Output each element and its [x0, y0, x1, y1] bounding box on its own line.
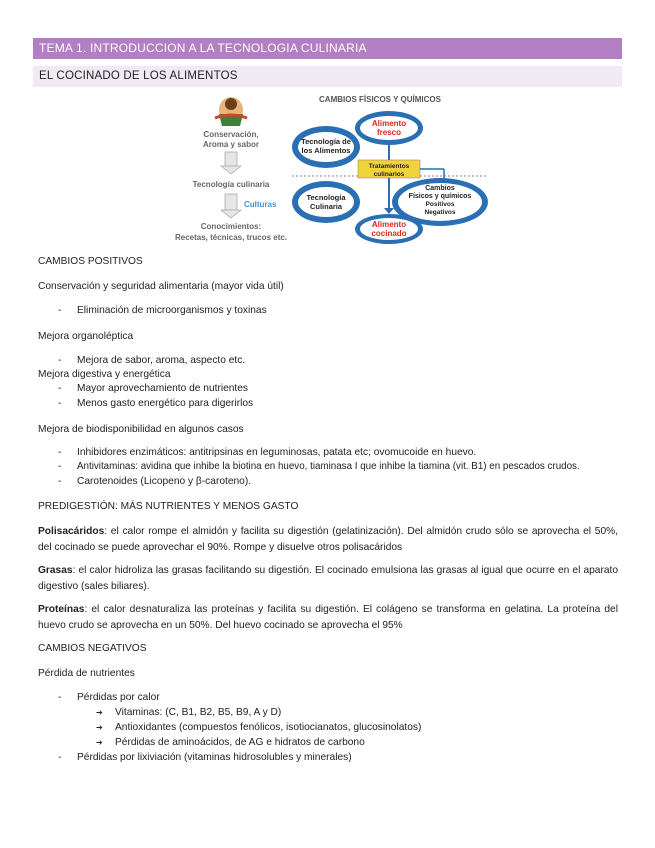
bullet-dash: -	[58, 476, 62, 487]
cooking-pot-illustration	[215, 97, 247, 126]
right-figure	[292, 90, 492, 245]
term-proteins: Proteínas	[38, 604, 85, 615]
list-item: Pérdidas por calor	[77, 692, 160, 703]
node-tech-food-line1: Tecnología de	[301, 137, 351, 146]
left-label-recipes: Recetas, técnicas, trucos etc.	[174, 233, 288, 242]
sub-list-item: Vitaminas: (C, B1, B2, B5, B9, A y D)	[115, 707, 282, 718]
section-title: EL COCINADO DE LOS ALIMENTOS	[33, 66, 622, 87]
left-label-cultures: Culturas	[244, 200, 277, 209]
node-treatment-line1: Tratamientos	[368, 163, 410, 170]
paragraph-fats	[38, 563, 618, 595]
arrow-bullet-icon: ➔	[96, 723, 103, 732]
node-fresh-line2: fresco	[376, 128, 402, 137]
bullet-dash: -	[58, 447, 62, 458]
predigestion-heading: PREDIGESTIÓN: MÁS NUTRIENTES Y MENOS GASTO	[38, 501, 299, 512]
arrow-bullet-icon: ➔	[96, 738, 103, 747]
left-figure	[168, 92, 306, 244]
down-arrow-icon	[221, 152, 241, 174]
list-item: Antivitaminas: avidina que inhibe la biotina en huevo, tiaminasa I que inhibe la tiamina (vit. B1) en pescados crudos.	[77, 461, 580, 472]
bullet-dash: -	[58, 383, 62, 394]
right-figure-title: CAMBIOS FÍSICOS Y QUÍMICOS	[319, 95, 441, 104]
text-proteins: : el calor desnaturaliza las proteínas y facilita su digestión. El colágeno se transforma en gelatina. La proteína del huevo crudo se aprovecha en un 50%. Del huevo cocinado se aprovecha el 95%	[38, 604, 618, 631]
negative-heading: CAMBIOS NEGATIVOS	[38, 643, 147, 654]
digestive-line: Mejora digestiva y energética	[38, 369, 171, 380]
node-tech-culinary-line1: Tecnología	[306, 193, 346, 202]
node-cooked-line1: Alimento	[371, 220, 407, 229]
node-treatment-line2: culinarios	[373, 171, 405, 178]
paragraph-polysaccharides	[38, 524, 618, 556]
chapter-title: TEMA 1. INTRODUCCION A LA TECNOLOGIA CULINARIA	[33, 38, 622, 59]
list-item: Inhibidores enzimáticos: antitripsinas en leguminosas, patata etc; ovomucoide en huevo.	[77, 447, 477, 458]
node-cooked-line2: cocinado	[371, 229, 407, 238]
text-polysaccharides: : el calor rompe el almidón y facilita su digestión (gelatinización). Del almidón crudo sólo se aprovecha el 50%, del cocinado se puede aprovechar el 90%. Rompe y disuelve otros polisacáridos	[38, 526, 618, 553]
left-label-aroma: Aroma y sabor	[202, 140, 260, 149]
node-fresh-line1: Alimento	[371, 119, 407, 128]
list-item: Mejora de sabor, aroma, aspecto etc.	[77, 355, 246, 366]
left-label-tech: Tecnología culinaria	[192, 180, 270, 189]
arrow-down-icon	[384, 208, 394, 214]
text-fats: : el calor hidroliza las grasas facilitando su digestión. El cocinado emulsiona las grasas al igual que ocurre en el aparato digestivo (sales biliares).	[38, 565, 618, 592]
bullet-dash: -	[58, 692, 62, 703]
term-fats: Grasas	[38, 565, 73, 576]
bullet-dash: -	[58, 461, 62, 472]
list-item: Mayor aprovechamiento de nutrientes	[77, 383, 249, 394]
arrow-bullet-icon: ➔	[96, 708, 103, 717]
node-changes-line2: Físicos y químicos	[408, 193, 472, 200]
organoleptic-line: Mejora organoléptica	[38, 331, 134, 342]
paragraph-proteins	[38, 602, 618, 634]
sub-list-item: Antioxidantes (compuestos fenólicos, isotiocianatos, glucosinolatos)	[115, 722, 422, 733]
node-changes-line4: Negativos	[424, 209, 456, 216]
left-label-knowledge: Conocimientos:	[200, 222, 262, 231]
conservation-line: Conservación y seguridad alimentaria (mayor vida útil)	[38, 281, 284, 292]
left-label-conservation: Conservación,	[203, 130, 259, 139]
bullet-dash: -	[58, 355, 62, 366]
node-tech-food-line2: los Alimentos	[301, 146, 351, 155]
positive-heading: CAMBIOS POSITIVOS	[38, 256, 143, 267]
node-tech-culinary-line2: Culinaria	[309, 202, 343, 211]
node-changes-line3: Positivos	[425, 201, 455, 208]
bullet-dash: -	[58, 752, 62, 763]
list-item: Menos gasto energético para digerirlos	[77, 398, 254, 409]
node-changes-line1: Cambios	[425, 185, 455, 192]
sub-list-item: Pérdidas de aminoácidos, de AG e hidratos de carbono	[115, 737, 365, 748]
term-polysaccharides: Polisacáridos	[38, 526, 105, 537]
nutrient-loss-line: Pérdida de nutrientes	[38, 668, 135, 679]
bullet-dash: -	[58, 305, 62, 316]
down-arrow-icon	[221, 194, 241, 218]
bioavailability-line: Mejora de biodisponibilidad en algunos casos	[38, 424, 244, 435]
list-item: Carotenoides (Licopeno y β-caroteno).	[77, 476, 252, 487]
list-item: Pérdidas por lixiviación (vitaminas hidrosolubles y minerales)	[77, 752, 352, 763]
bullet-dash: -	[58, 398, 62, 409]
list-item: Eliminación de microorganismos y toxinas	[77, 305, 267, 316]
